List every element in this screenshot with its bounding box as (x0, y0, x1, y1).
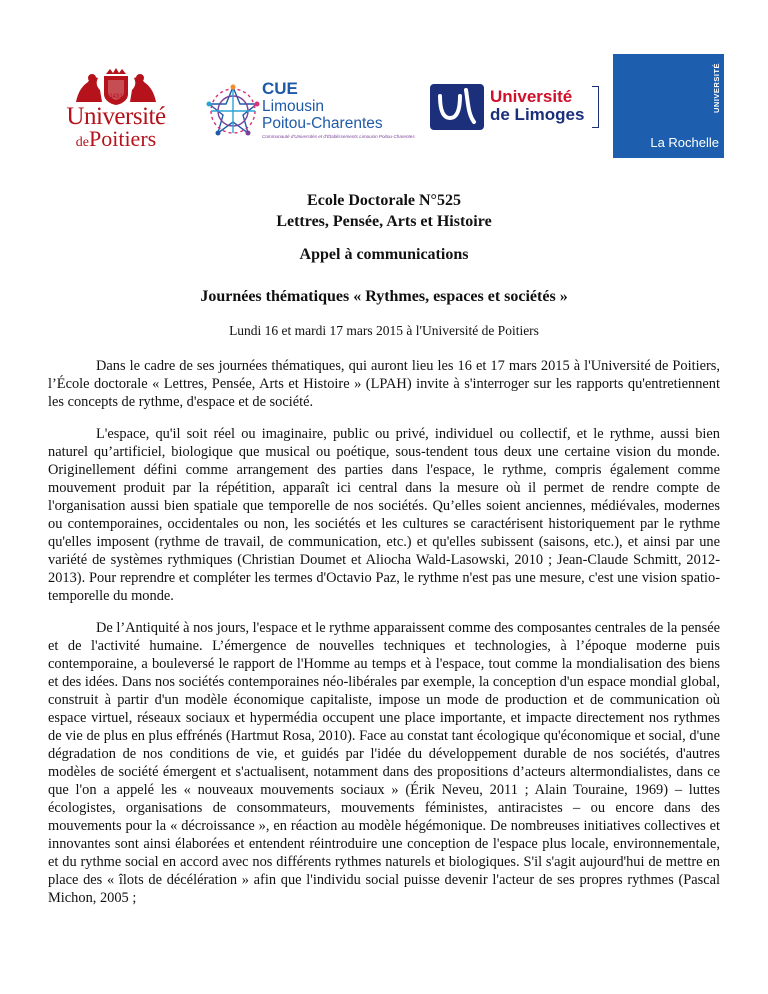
cue-logo (206, 78, 415, 158)
cue-subtitle: Communauté d'Universités et d'Établissements Limousin Poitou-Charentes (262, 134, 415, 139)
cue-star-icon (206, 84, 260, 138)
cue-acronym: CUE (262, 79, 298, 98)
event-dateline: Lundi 16 et mardi 17 mars 2015 à l'Université de Poitiers (229, 323, 539, 338)
universite-larochelle-logo (613, 54, 724, 158)
call-for-papers-title: Appel à communications (299, 246, 469, 263)
larochelle-universite: UNIVERSITÉ (712, 63, 721, 114)
document-body (48, 357, 720, 921)
limoges-bracket (592, 86, 599, 128)
paragraph-2: L'espace, qu'il soit réel ou imaginaire, public ou privé, individuel ou collectif, et le rythme, aussi bien naturel qu’artificiel, biologique que musical ou poétique, sous-tendent tous deux une certaine vision du monde. Originellement défini comme arrangement des parties dans l'espace, le rythme, compris également comme mouvement produit par la répétition, apparaît ici central dans la mesure où il permet de rendre compte de l'organisation aussi bien spatiale que temporelle de nos sociétés. Qu’elles soient anciennes, médiévales, modernes ou contemporaines, occidentales ou non, les sociétés et les cultures se caractérisent historiquement par le rythme qu'elles imposent (rythme de travail, de communication, etc.) et qu'elles subissent (saisons, etc.), et ainsi par une variété de systèmes rythmiques (Christian Doumet et Aliocha Wald-Lasowski, 2010 ; Jean-Claude Schmitt, 2012-2013). Pour reprendre et compléter les termes d'Octavio Paz, le rythme n'est pas une mesure, c'est une vision spatio-temporelle du monde. (48, 426, 720, 604)
doctoral-school-name: Lettres, Pensée, Arts et Histoire (276, 213, 492, 230)
limoges-ul-icon (430, 84, 484, 130)
cue-limousin: Limousin (262, 98, 325, 115)
poitiers-word-universite: Université (66, 103, 166, 130)
poitiers-year: 1431 (109, 94, 123, 100)
limoges-universite: Université (490, 87, 573, 106)
poitiers-crest-icon (48, 68, 184, 106)
poitiers-city: Poitiers (88, 126, 157, 151)
universite-limoges-logo (430, 82, 600, 142)
logo-bar (0, 54, 768, 164)
doctoral-school-number: Ecole Doctorale N°525 (307, 192, 461, 209)
event-title: Journées thématiques « Rythmes, espaces et sociétés » (200, 288, 568, 305)
larochelle-name: La Rochelle (650, 135, 719, 150)
limoges-de-limoges: de Limoges (490, 105, 585, 124)
poitiers-prefix: de (75, 135, 89, 150)
paragraph-3: De l’Antiquité à nos jours, l'espace et le rythme apparaissent comme des composantes centrales de la pensée et de l'activité humaine. L’émergence de nouvelles techniques et technologies, à l’époque moderne puis contemporaine, a bouleversé le rapport de l'Homme au temps et à l'espace, tout comme la mondialisation des biens et des idées. Dans nos sociétés contemporaines néo-libérales par exemple, la conception d'un espace mondial global, construit à partir d'un modèle économique capitaliste, impose un mode de production et de communication où espace virtuel, réseaux sociaux et hypermédia occupent une place importante, et impacte directement nos rythmes de vie de plus en plus effrénés (Hartmut Rosa, 2010). Face au constat tant écologique qu'économique et social, d'une dégradation de nos conditions de vie, et guidés par l'idée du développement durable de nos sociétés, d'autres modèles de société émergent et s'actualisent, notamment dans des propositions d’acteurs altermondialistes, dans ce que l'on a appelé les « nouveaux mouvements sociaux » (Érik Neveu, 2011 ; Alain Touraine, 1969) – luttes écologistes, organisations de consommateurs, mouvements féministes, antiracistes – ou encore dans des mouvements pour la « décroissance », en réaction au modèle hégémonique. De nombreuses initiatives collectives et innovantes sont ainsi élaborées et entendent réintroduire une conception de l'espace plus locale, environnementale, et du rythme social en accord avec nos différents rythmes naturels et biologiques. S'il s'agit aujourd'hui de mettre en place des « îlots de décélération » afin que l'individu social puisse devenir l'acteur de ses propres rythmes (Pascal Michon, 2005 ; (48, 620, 720, 906)
cue-poitou-charentes: Poitou-Charentes (262, 115, 383, 132)
paragraph-1: Dans le cadre de ses journées thématiques, qui auront lieu les 16 et 17 mars 2015 à l'Université de Poitiers, l’École doctorale « Lettres, Pensée, Arts et Histoire » (LPAH) invite à s'interroger sur les rapports qu'entretiennent les concepts de rythme, d'espace et de société. (48, 358, 720, 410)
poitiers-word-poitiers (48, 128, 184, 154)
universite-poitiers-logo (48, 68, 184, 152)
